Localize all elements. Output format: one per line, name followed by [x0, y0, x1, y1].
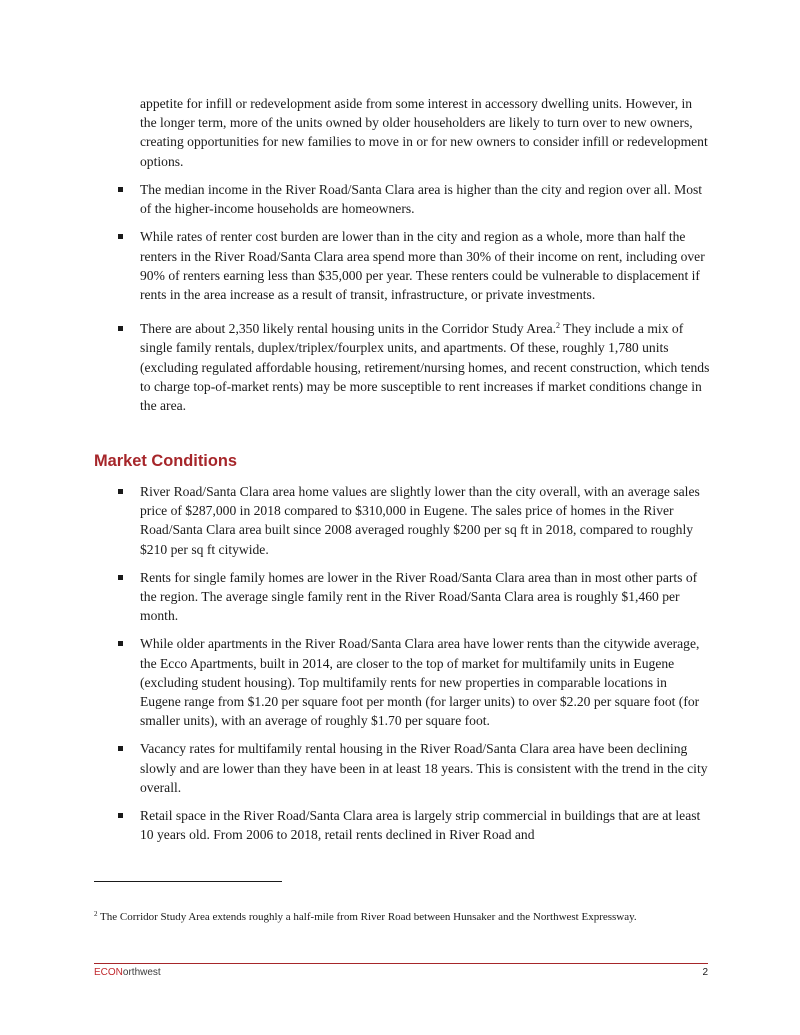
list-item	[140, 634, 710, 730]
bullet-icon	[118, 187, 123, 192]
intro-paragraph: appetite for infill or redevelopment aside from some interest in accessory dwelling units. However, in the longer term, more of the units owned by older householders are likely to turn over to new owners, creating opportunities for new families to move in or for new owners to consider infill or redevelopment options.	[140, 96, 708, 169]
bullet-icon	[118, 746, 123, 751]
bullet-icon	[118, 489, 123, 494]
bullet-text: There are about 2,350 likely rental housing units in the Corridor Study Area.	[140, 321, 557, 337]
bullet-icon	[118, 813, 123, 818]
bullet-list-market	[140, 482, 710, 853]
footnote-reference[interactable]: 2	[556, 321, 561, 331]
footer-divider	[94, 963, 708, 964]
bullet-text: Retail space in the River Road/Santa Clara area is largely strip commercial in buildings that are at least 10 years old. From 2006 to 2018, retail rents declined in River Road and	[140, 808, 701, 843]
bullet-icon	[118, 641, 123, 646]
list-item	[140, 180, 710, 218]
footnote	[94, 907, 694, 926]
section-heading: Market Conditions	[94, 452, 237, 470]
bullet-text: While rates of renter cost burden are lower than in the city and region as a whole, more than half the renters in the River Road/Santa Clara area spend more than 30% of their income on rent, including over 90% of renters earning less than $35,000 per year. These renters could be vulnerable to displacement if rents in the area increase as a result of transit, infrastructure, or private investments.	[140, 229, 705, 303]
bullet-icon	[118, 326, 123, 331]
footer-brand-logo	[94, 967, 161, 978]
list-item	[140, 806, 710, 844]
brand-northwest: orthwest	[122, 967, 161, 978]
list-item	[140, 319, 710, 415]
list-item	[140, 482, 710, 559]
page-number: 2	[702, 967, 708, 978]
list-item	[140, 227, 710, 304]
bullet-list-demographics	[140, 180, 710, 424]
bullet-text: The median income in the River Road/Santa Clara area is higher than the city and region over all. Most of the higher-income households are homeowners.	[140, 182, 703, 217]
bullet-text: Vacancy rates for multifamily rental housing in the River Road/Santa Clara area have been declining slowly and are lower than they have been in at least 18 years. This is consistent with the trend in the city overall.	[140, 741, 708, 795]
bullet-text: River Road/Santa Clara area home values are slightly lower than the city overall, with an average sales price of $287,000 in 2018 compared to $310,000 in Eugene. The sales price of homes in the River Road/Santa Clara area built since 2008 averaged roughly $200 per sq ft in 2018, compared to roughly $210 per sq ft citywide.	[140, 484, 700, 557]
bullet-text: Rents for single family homes are lower in the River Road/Santa Clara area than in most other parts of the region. The average single family rent in the River Road/Santa Clara area is roughly $1,460 per month.	[140, 569, 698, 624]
list-item	[140, 568, 710, 626]
footnote-text: The Corridor Study Area extends roughly a half-mile from River Road between Hunsaker and the Northwest Expressway.	[97, 911, 637, 923]
bullet-text: While older apartments in the River Road/Santa Clara area have lower rents than the citywide average, the Ecco Apartments, built in 2014, are closer to the top of market for multifamily units in Eugene (excluding student housing). Top multifamily rents for new properties in comparable locations in Eugene range from $1.20 per square foot per month (for larger units) to over $2.20 per square foot (for smaller units), with an average of roughly $1.70 per square foot.	[140, 636, 700, 729]
footnote-divider	[94, 881, 282, 882]
bullet-text: They include a mix of single family rentals, duplex/triplex/fourplex units, and apartments. Of these, roughly 1,780 units (excluding regulated affordable housing, retirement/nursing homes, and recent construction, which tends to charge top-of-market rents) may be more susceptible to rent increases if market conditions change in the area.	[140, 321, 710, 414]
brand-econ: ECON	[94, 967, 123, 978]
bullet-icon	[118, 234, 123, 239]
list-item	[140, 739, 710, 797]
bullet-icon	[118, 575, 123, 580]
footnote-marker: 2	[94, 910, 98, 918]
